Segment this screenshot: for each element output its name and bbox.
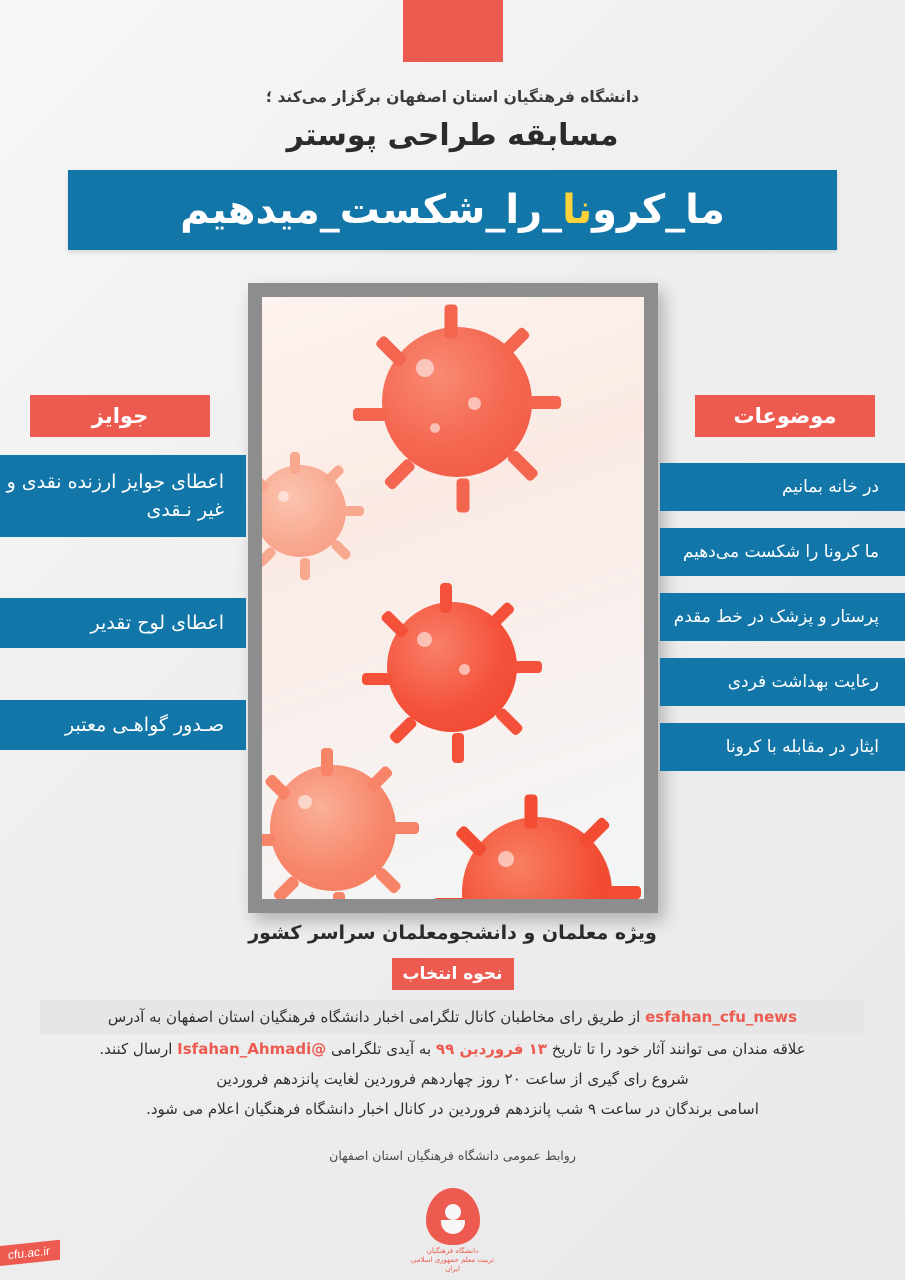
howto-description <box>40 1000 865 1124</box>
prize-item-3-label: صـدور گواهـی معتبر <box>65 713 224 736</box>
topic-item-1 <box>660 463 905 511</box>
telegram-channel-name: esfahan_cfu_news <box>645 1008 798 1026</box>
howto-line-2-part-a: علاقه مندان می توانند آثار خود را تا تاریخ <box>551 1040 806 1058</box>
howto-line-2 <box>40 1034 865 1064</box>
logo-caption-line-2: تربیت معلم جمهوری اسلامی ایران <box>410 1255 495 1273</box>
hashtag-banner <box>68 170 837 250</box>
topic-item-4-label: رعایت بهداشت فردی <box>727 672 879 692</box>
howto-line-4: اسامی برندگان در ساعت ۹ شب پانزدهم فروردین در کانال اخبار دانشگاه فرهنگیان اعلام می شود. <box>146 1100 759 1118</box>
topic-item-2 <box>660 528 905 576</box>
hashtag-part-1: ما_کرو <box>592 187 725 233</box>
telegram-id: @Isfahan_Ahmadi <box>177 1040 327 1058</box>
prize-item-1-label: اعطای جوایز ارزنده نقدی و غیر نـقدی <box>6 470 224 521</box>
prize-item-1 <box>0 455 246 537</box>
virus-shape-bottom-right <box>462 817 612 899</box>
hashtag-highlight: نا <box>562 187 593 233</box>
prize-item-2-label: اعطای لوح تقدیر <box>90 611 224 634</box>
university-logo-icon <box>426 1188 480 1245</box>
howto-line-2-part-b: به آیدی تلگرامی <box>331 1040 432 1058</box>
prizes-header-chip: جوایز <box>30 395 210 437</box>
howto-line-2-part-c: ارسال کنند. <box>99 1040 173 1058</box>
virus-shape-large-top <box>382 327 532 477</box>
howto-line-1-text: از طریق رای مخاطبان کانال تلگرامی اخبار دانشگاه فرهنگیان استان اصفهان به آدرس <box>107 1008 641 1026</box>
university-logo <box>405 1188 501 1274</box>
audience-line: ویژه معلمان و دانشجومعلمان سراسر کشور <box>248 922 657 944</box>
poster-image-frame <box>248 283 658 913</box>
howto-line-1 <box>40 1000 865 1034</box>
topic-item-5-label: ایثار در مقابله با کرونا <box>725 737 879 757</box>
topic-item-3-label: پرستار و پزشک در خط مقدم <box>673 607 879 627</box>
prize-item-2 <box>0 598 246 648</box>
virus-shape-bottom-left <box>270 765 396 891</box>
page-title: مسابقه طراحی پوستر <box>286 118 619 153</box>
topic-item-5 <box>660 723 905 771</box>
submission-deadline: ۱۳ فروردین ۹۹ <box>435 1040 547 1058</box>
logo-caption-line-1: دانشگاه فرهنگیان <box>426 1246 479 1255</box>
topic-item-4 <box>660 658 905 706</box>
university-logo-caption <box>405 1247 501 1274</box>
organizer-line: دانشگاه فرهنگیان استان اصفهان برگزار می‌کند ؛ <box>265 88 640 106</box>
topic-item-3 <box>660 593 905 641</box>
topic-item-1-label: در خانه بمانیم <box>781 477 879 497</box>
public-relations-note: روابط عمومی دانشگاه فرهنگیان استان اصفهان <box>329 1148 576 1163</box>
top-accent-tab <box>403 0 503 62</box>
virus-shape-small-left <box>262 465 346 557</box>
howto-line-3: شروع رای گیری از ساعت ۲۰ روز چهاردهم فروردین لغایت پانزدهم فروردین <box>216 1070 689 1088</box>
website-badge[interactable]: cfu.ac.ir <box>0 1240 60 1266</box>
virus-illustration <box>262 297 644 899</box>
prize-item-3 <box>0 700 246 750</box>
topics-header-chip: موضوعات <box>695 395 875 437</box>
howto-header-chip: نحوه انتخاب <box>392 958 514 990</box>
topic-item-2-label: ما کرونا را شکست می‌دهیم <box>682 542 879 562</box>
virus-shape-middle <box>387 602 517 732</box>
hashtag-part-2: _را_شکست_میدهیم <box>180 187 563 233</box>
hashtag-text <box>180 187 725 233</box>
